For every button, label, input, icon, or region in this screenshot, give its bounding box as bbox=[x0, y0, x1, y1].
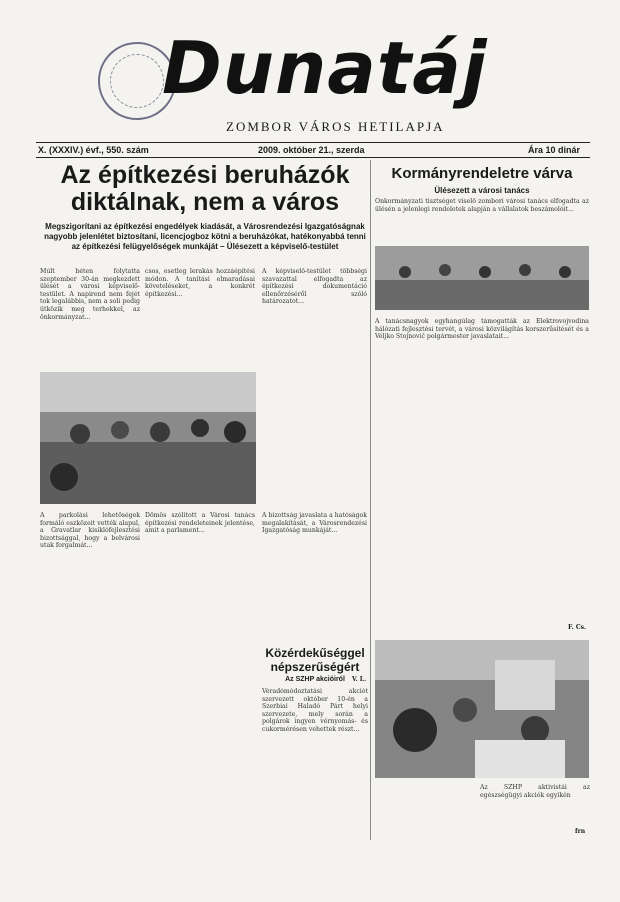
masthead-title: Dunatáj bbox=[162, 26, 488, 110]
right-headline: Kormányrendeletre várva bbox=[391, 165, 573, 182]
lead-body-low2: Dömös szólított a Városi tanács építkezési rendeleteinek jelentése, amit a parlament... bbox=[145, 512, 255, 535]
lead-body-low1: A parkolási lehetőségek formáló eszközeit vették alapul, a Gravatlar kisiklófejlesztési bizottsággal, hogy a belvárosi utak forgalmát... bbox=[40, 512, 140, 550]
photo-caption: Az SZHP aktivistái az egészségügyi akciók egyikén bbox=[480, 784, 590, 799]
issue-date: 2009. október 21., szerda bbox=[258, 145, 365, 155]
lead-body-col1: Múlt héten folytatta szeptember 30-án megkezdett ülését a városi képviselő-testület. A napirend nem fejét tok legalábbis, nem a soli pedig ütközik meg terhekkel, az önkormányzat... bbox=[40, 268, 140, 321]
lead-body-low3: A bizottság javaslata a hatóságok megalakítását, a Városrendezési Igazgatóság munkáját... bbox=[262, 512, 367, 535]
issue-number: X. (XXXIV.) évf., 550. szám bbox=[38, 145, 149, 155]
council-photo-art bbox=[375, 246, 589, 310]
assembly-photo-art bbox=[40, 372, 256, 504]
box-signature: frn bbox=[575, 828, 586, 835]
right-body-top: Önkormányzati tisztséget viselő zombori városi tanács elfogadta az ülésén a jelenlegi rendeletek alapján a vállalatok beszámolóit... bbox=[375, 198, 589, 213]
box-subtitle: Az SZHP akcióiról bbox=[285, 676, 345, 683]
right-body-bottom: A tanácsnagyok egyhangúlag támogatták az Elektrovojvodina hálózati fejlesztési tervét, a városi közvilágítás korszerűsítését és a Véljko Stojnović polgármester javaslatait... bbox=[375, 318, 589, 341]
lead-body-col2: csos, esetleg lerakás hozzáépítési módon. A tanítási elmaradásai követeléseket, a konkrét építkezési... bbox=[145, 268, 255, 298]
masthead-subtitle: ZOMBOR VÁROS HETILAPJA bbox=[226, 119, 445, 134]
lead-body-col3: A képviselő-testület többségi szavazattal elfogadta az építkezési dokumentáció ellenőrzéséről szóló határozatot... bbox=[262, 268, 367, 306]
masthead-rule-bottom bbox=[36, 157, 590, 158]
issue-price: Ára 10 dinár bbox=[528, 145, 581, 155]
lead-signature: V. L. bbox=[352, 676, 367, 683]
lead-headline: Az építkezési beruházók diktálnak, nem a város bbox=[60, 161, 350, 216]
box-headline: Közérdekűséggel népszerűségért bbox=[265, 646, 365, 674]
assembly-photo bbox=[40, 372, 256, 504]
blood-drive-photo bbox=[375, 640, 589, 778]
lead-standfirst: Megszigorítani az építkezési engedélyek kiadását, a Városrendezési Igazgatóságnak nagyobb jelenlétet biztosítani, licencjogboz kötni a beruházókat, hatékonyabbá tenni az építkezési felügyelőségek munkáját – Ülésezett a képviselő-testület bbox=[44, 222, 366, 251]
blood-drive-photo-art bbox=[375, 640, 589, 778]
right-subtitle: Ülésezett a városi tanács bbox=[434, 186, 530, 195]
right-signature: F. Cs. bbox=[568, 624, 587, 631]
box-body: Véradómódoztatási akciót szervezett október 10-én a Szerbiai Haladó Párt helyi szervezete, mely során a polgárok ingyen vérnyomás- és cukormérésen vehettek részt... bbox=[262, 688, 368, 733]
council-photo bbox=[375, 246, 589, 310]
masthead-rule-top bbox=[36, 142, 590, 143]
column-divider bbox=[370, 160, 371, 840]
